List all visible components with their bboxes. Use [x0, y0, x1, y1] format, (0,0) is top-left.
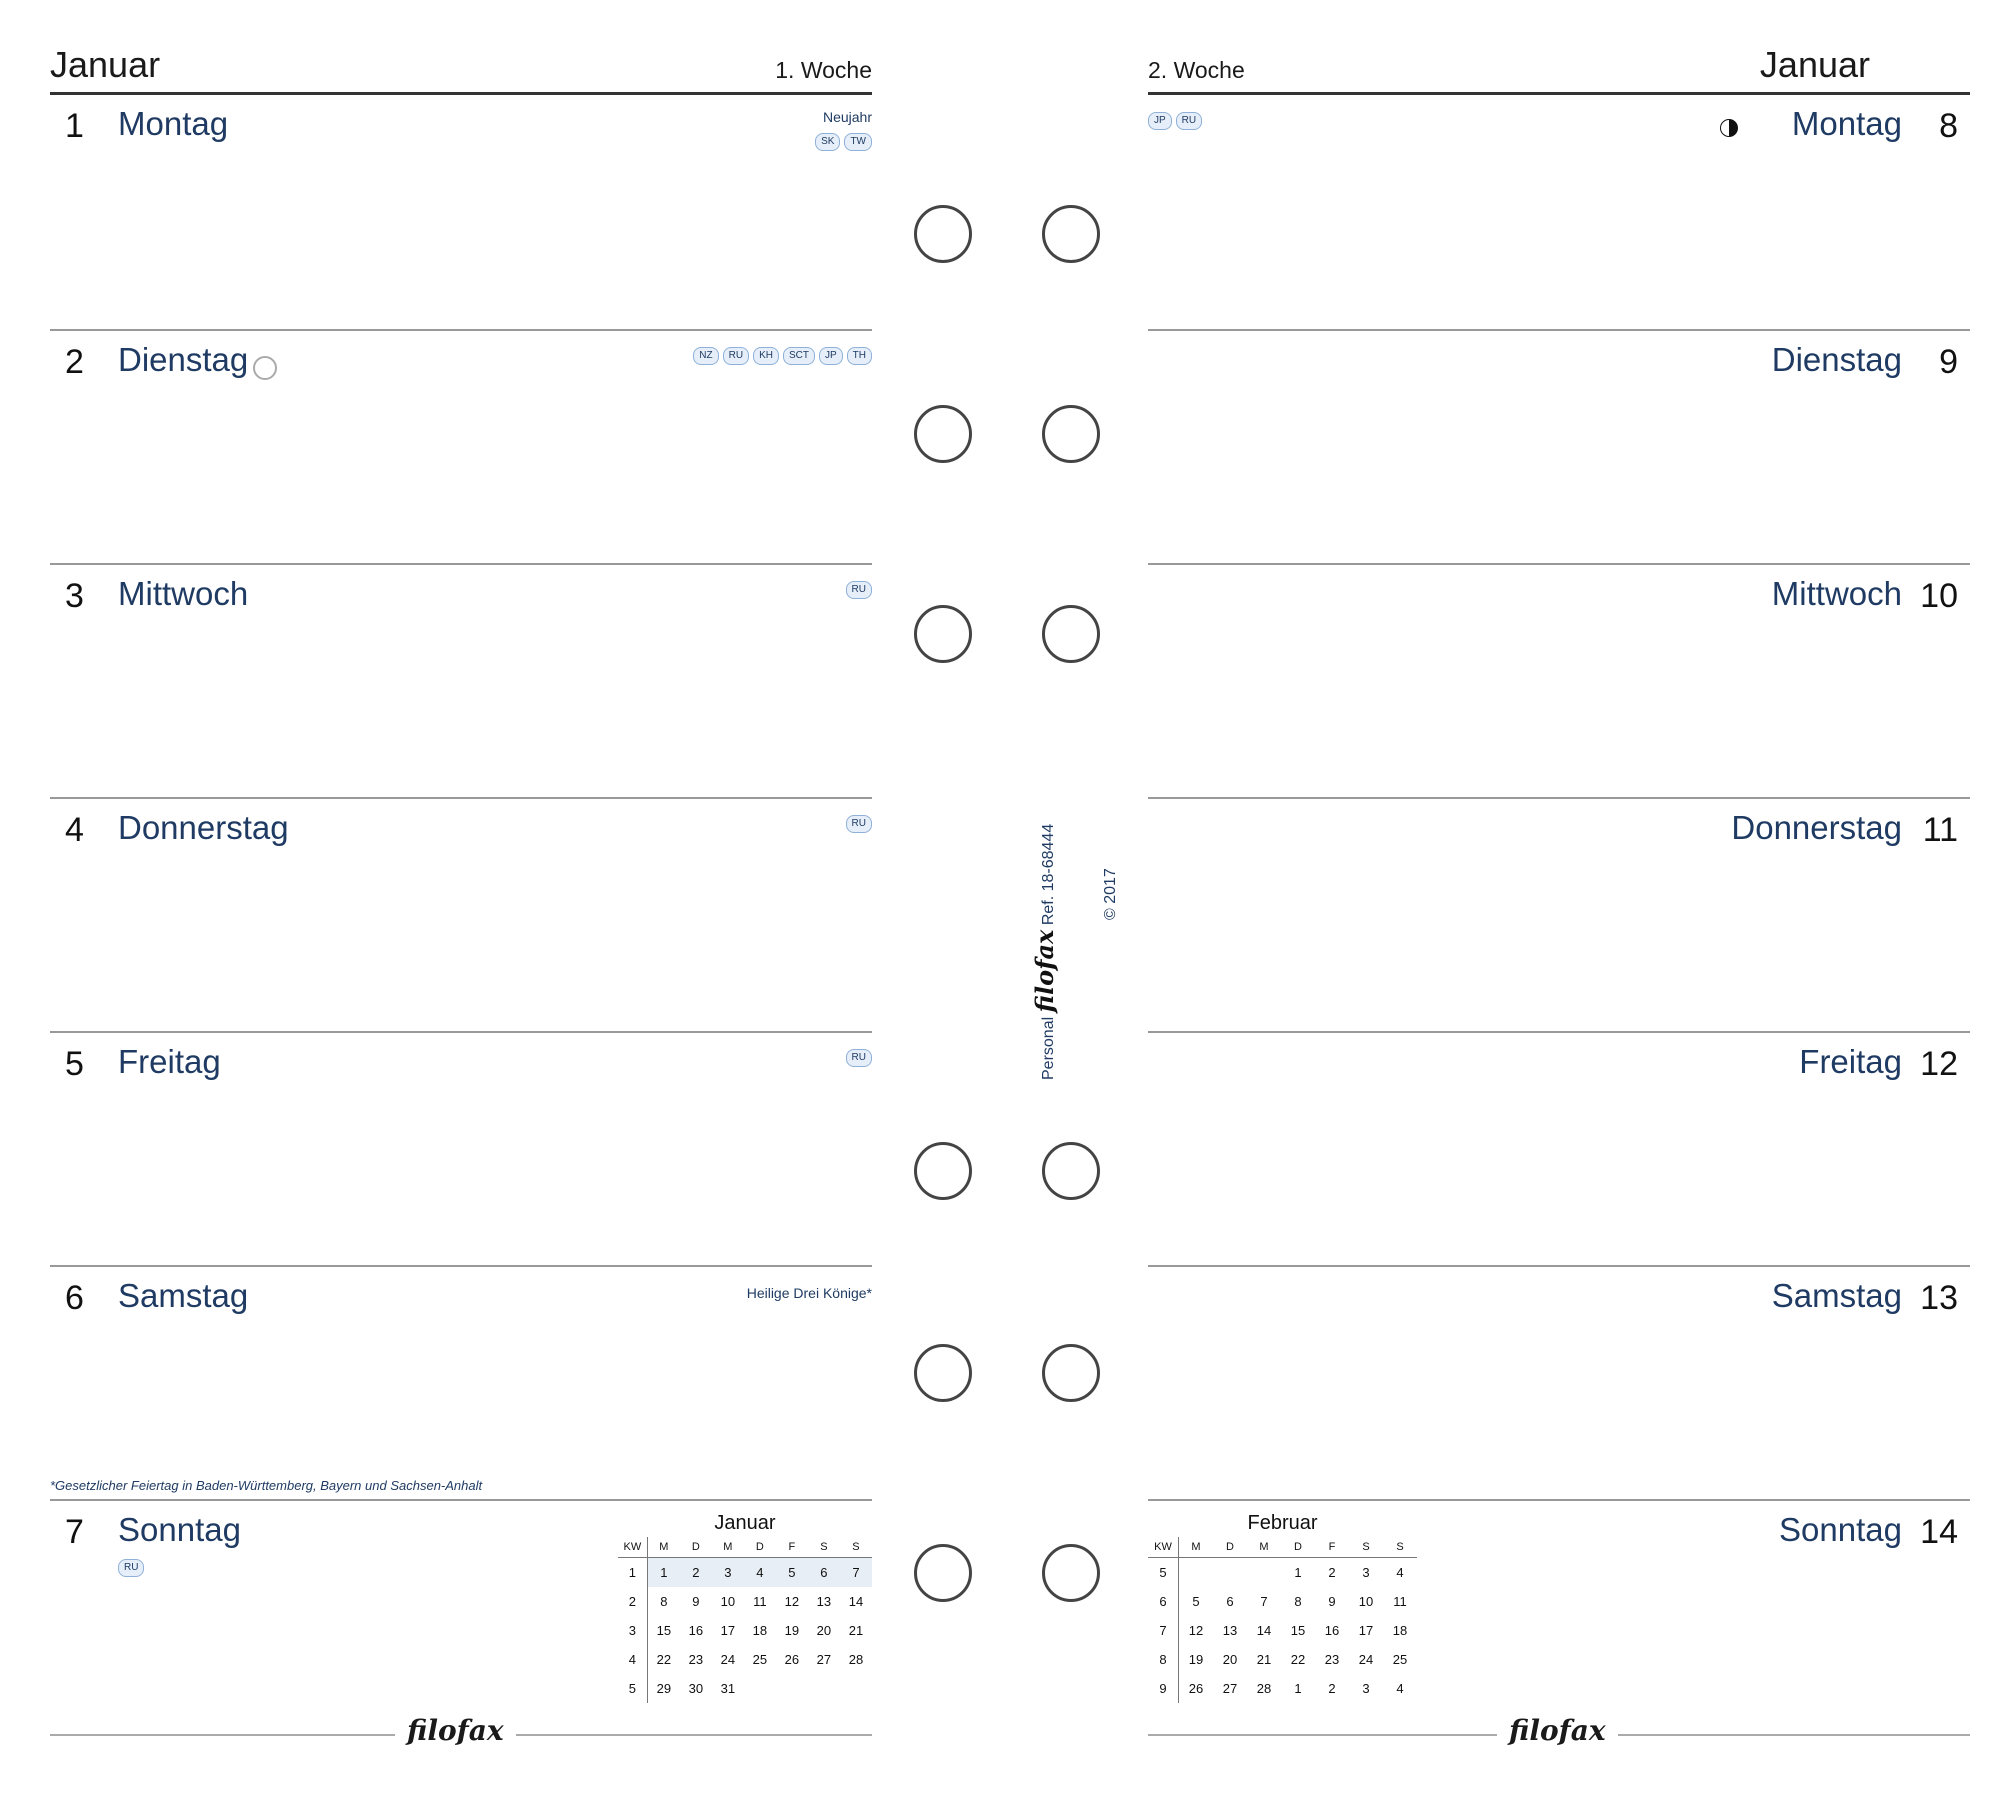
- day-row-10[interactable]: [1148, 563, 1970, 797]
- weekday-header: S: [1383, 1537, 1417, 1558]
- new-moon-icon: [253, 356, 277, 380]
- calendar-day: 24: [1358, 1652, 1374, 1667]
- week-number: 9: [1148, 1674, 1179, 1703]
- calendar-day: [1247, 1558, 1281, 1588]
- calendar-day: 24: [720, 1652, 736, 1667]
- day-name: Montag: [118, 105, 229, 142]
- calendar-day: 4: [1396, 1681, 1404, 1696]
- country-tag: TH: [847, 347, 872, 365]
- mini-calendar-january: [618, 1512, 872, 1703]
- weekday-header: M: [647, 1537, 680, 1558]
- day-name: Montag: [1791, 105, 1902, 142]
- holiday-label: Heilige Drei Könige*: [746, 1285, 872, 1301]
- country-tag: NZ: [693, 347, 718, 365]
- day-name: Freitag: [1799, 1043, 1902, 1080]
- calendar-day: 16: [688, 1623, 704, 1638]
- calendar-day: 27: [816, 1652, 832, 1667]
- week-number: 5: [618, 1674, 647, 1703]
- week-number: 7: [1148, 1616, 1179, 1645]
- imprint-copyright-line: [1102, 868, 1120, 920]
- calendar-day: 21: [848, 1623, 864, 1638]
- day-number: 5: [65, 1045, 84, 1083]
- calendar-day: 1: [1294, 1565, 1302, 1580]
- calendar-day: 27: [1222, 1681, 1238, 1696]
- imprint-ref: Ref. 18-68444: [1040, 823, 1057, 926]
- calendar-day: [840, 1674, 872, 1703]
- calendar-day: [776, 1674, 808, 1703]
- week-number: 2: [618, 1587, 647, 1616]
- calendar-day: 6: [808, 1558, 840, 1588]
- calendar-day: 26: [1188, 1681, 1204, 1696]
- calendar-day: 15: [1290, 1623, 1306, 1638]
- day-name: Sonntag: [118, 1511, 241, 1548]
- mini-calendar-title: Januar: [714, 1512, 776, 1534]
- day-name: Mittwoch: [1771, 575, 1902, 612]
- day-row-12[interactable]: [1148, 1031, 1970, 1265]
- day-number: 3: [65, 577, 84, 615]
- calendar-day: 5: [776, 1558, 808, 1588]
- calendar-day: 23: [1324, 1652, 1340, 1667]
- day-name: Donnerstag: [1731, 809, 1902, 846]
- weekday-header: M: [712, 1537, 744, 1558]
- calendar-week-row: [618, 1587, 872, 1616]
- day-row-4[interactable]: [50, 797, 872, 1031]
- calendar-day: 26: [784, 1652, 800, 1667]
- punch-hole: [914, 1344, 972, 1402]
- calendar-day: 11: [753, 1594, 767, 1609]
- left-page: [50, 0, 872, 1804]
- day-row-8[interactable]: [1148, 95, 1970, 327]
- calendar-day: 8: [660, 1594, 668, 1609]
- calendar-day: 25: [752, 1652, 768, 1667]
- holiday-label: Neujahr: [822, 109, 872, 125]
- calendar-day: 2: [1328, 1565, 1336, 1580]
- calendar-day: 6: [1226, 1594, 1234, 1609]
- week-number: 5: [1148, 1558, 1179, 1588]
- calendar-day: 2: [1328, 1681, 1336, 1696]
- week-number: 4: [618, 1645, 647, 1674]
- calendar-day: 20: [816, 1623, 832, 1638]
- day-row-9[interactable]: [1148, 329, 1970, 563]
- week-label: 1. Woche: [775, 57, 872, 83]
- punch-hole: [914, 205, 972, 263]
- calendar-day: 18: [752, 1623, 768, 1638]
- kw-header: KW: [618, 1537, 647, 1558]
- weekday-header: S: [808, 1537, 840, 1558]
- punch-hole: [914, 405, 972, 463]
- weekday-header: D: [1281, 1537, 1315, 1558]
- calendar-day: 7: [1260, 1594, 1268, 1609]
- calendar-day: 13: [1222, 1623, 1238, 1638]
- day-row-3[interactable]: [50, 563, 872, 797]
- day-number: 2: [65, 343, 84, 381]
- calendar-week-row: [618, 1645, 872, 1674]
- calendar-day: 11: [1393, 1594, 1407, 1609]
- weekday-header: D: [744, 1537, 776, 1558]
- calendar-day: [1179, 1558, 1214, 1588]
- country-tag: SCT: [783, 347, 815, 365]
- country-tag: RU: [846, 1049, 872, 1067]
- country-tag: JP: [819, 347, 843, 365]
- mini-calendar-february: [1148, 1512, 1417, 1703]
- day-name: Samstag: [118, 1277, 249, 1314]
- punch-hole: [914, 605, 972, 663]
- calendar-day: 3: [1362, 1565, 1370, 1580]
- country-tag: TW: [844, 133, 872, 151]
- day-number: 4: [65, 811, 84, 849]
- calendar-day: 23: [688, 1652, 704, 1667]
- calendar-day: 29: [656, 1681, 672, 1696]
- country-tags: [118, 1559, 144, 1577]
- day-number: 6: [65, 1279, 84, 1317]
- punch-hole: [1042, 1142, 1100, 1200]
- country-tag: RU: [118, 1559, 144, 1577]
- calendar-week-row: [1148, 1558, 1417, 1588]
- punch-hole: [1042, 405, 1100, 463]
- kw-header: KW: [1148, 1537, 1179, 1558]
- half-moon-icon: [1720, 119, 1738, 137]
- month-title: Januar: [1759, 44, 1870, 85]
- calendar-week-row: [618, 1674, 872, 1703]
- day-number: 10: [1920, 577, 1958, 615]
- calendar-day: 13: [816, 1594, 832, 1609]
- calendar-day: 16: [1324, 1623, 1340, 1638]
- calendar-day: 3: [1362, 1681, 1370, 1696]
- weekday-header: M: [1247, 1537, 1281, 1558]
- country-tag: RU: [723, 347, 749, 365]
- calendar-day: 9: [1328, 1594, 1336, 1609]
- day-name: Dienstag: [1771, 341, 1902, 378]
- week-number: 8: [1148, 1645, 1179, 1674]
- imprint-logo: filofax: [1030, 929, 1059, 1013]
- calendar-day: 15: [656, 1623, 672, 1638]
- filofax-logo: filofax: [395, 1714, 516, 1747]
- calendar-day: 21: [1256, 1652, 1272, 1667]
- day-number: 11: [1922, 811, 1958, 849]
- right-page: [1148, 0, 1970, 1804]
- calendar-day: 31: [720, 1681, 736, 1696]
- calendar-day: 8: [1294, 1594, 1302, 1609]
- calendar-day: 4: [1396, 1565, 1404, 1580]
- month-title: Januar: [50, 44, 161, 85]
- calendar-day: 12: [784, 1594, 800, 1609]
- calendar-day: 14: [1256, 1623, 1272, 1638]
- day-name: Sonntag: [1779, 1511, 1902, 1548]
- calendar-day: 9: [692, 1594, 700, 1609]
- calendar-day: 19: [1188, 1652, 1204, 1667]
- calendar-day: 30: [688, 1681, 704, 1696]
- day-number: 12: [1920, 1045, 1958, 1083]
- country-tag: SK: [815, 133, 840, 151]
- left-page-header: [50, 40, 872, 95]
- day-row-5[interactable]: [50, 1031, 872, 1265]
- calendar-day: 1: [647, 1558, 680, 1588]
- day-row-6[interactable]: [50, 1265, 872, 1499]
- calendar-day: 7: [840, 1558, 872, 1588]
- calendar-day: 22: [1290, 1652, 1306, 1667]
- day-number: 13: [1920, 1279, 1958, 1317]
- day-row-2[interactable]: [50, 329, 872, 563]
- calendar-day: [744, 1674, 776, 1703]
- day-name: Mittwoch: [118, 575, 249, 612]
- day-name: Donnerstag: [118, 809, 289, 846]
- country-tags: [815, 133, 872, 151]
- calendar-day: 1: [1294, 1681, 1302, 1696]
- punch-hole: [914, 1142, 972, 1200]
- calendar-day: 5: [1192, 1594, 1200, 1609]
- weekday-header: F: [1315, 1537, 1349, 1558]
- calendar-week-row: [1148, 1645, 1417, 1674]
- day-number: 1: [65, 107, 84, 145]
- week-number: 3: [618, 1616, 647, 1645]
- product-imprint: [1030, 824, 1059, 1080]
- country-tags: [846, 1049, 872, 1067]
- calendar-day: 17: [720, 1623, 736, 1638]
- country-tag: RU: [846, 815, 872, 833]
- calendar-day: [1213, 1558, 1247, 1588]
- right-page-header: [1148, 40, 1970, 95]
- holiday-footnote: *Gesetzlicher Feiertag in Baden-Württemberg, Bayern und Sachsen-Anhalt: [50, 1478, 483, 1493]
- day-name: Dienstag: [118, 341, 249, 378]
- day-name: Samstag: [1771, 1277, 1902, 1314]
- punch-hole: [1042, 605, 1100, 663]
- day-number: 9: [1939, 343, 1958, 381]
- calendar-day: 3: [712, 1558, 744, 1588]
- calendar-day: 25: [1392, 1652, 1408, 1667]
- weekday-header: M: [1179, 1537, 1214, 1558]
- day-row-11[interactable]: [1148, 797, 1970, 1031]
- punch-hole: [1042, 1544, 1100, 1602]
- punch-hole: [914, 1544, 972, 1602]
- country-tag: JP: [1148, 112, 1172, 130]
- day-row-13[interactable]: [1148, 1265, 1970, 1499]
- filofax-logo: filofax: [1497, 1714, 1618, 1747]
- country-tags: [846, 581, 872, 599]
- mini-calendar-title: Februar: [1247, 1512, 1318, 1534]
- calendar-day: [808, 1674, 840, 1703]
- calendar-day: 10: [720, 1594, 736, 1609]
- day-number: 7: [65, 1513, 84, 1551]
- calendar-day: 19: [784, 1623, 800, 1638]
- day-number: 8: [1939, 107, 1958, 145]
- calendar-day: 12: [1188, 1623, 1204, 1638]
- punch-hole: [1042, 1344, 1100, 1402]
- calendar-day: 4: [744, 1558, 776, 1588]
- mini-calendar-grid: [1148, 1537, 1417, 1703]
- day-number: 14: [1920, 1513, 1958, 1551]
- calendar-week-row: [618, 1616, 872, 1645]
- calendar-day: 17: [1358, 1623, 1374, 1638]
- calendar-day: 28: [1256, 1681, 1272, 1696]
- punch-hole: [1042, 205, 1100, 263]
- calendar-week-row: [618, 1558, 872, 1588]
- weekday-header: D: [1213, 1537, 1247, 1558]
- day-name: Freitag: [118, 1043, 221, 1080]
- calendar-week-row: [1148, 1674, 1417, 1703]
- calendar-day: 2: [680, 1558, 712, 1588]
- calendar-day: 22: [656, 1652, 672, 1667]
- calendar-day: 10: [1358, 1594, 1374, 1609]
- imprint-size: Personal: [1040, 1016, 1057, 1080]
- weekday-header: F: [776, 1537, 808, 1558]
- calendar-day: 14: [848, 1594, 864, 1609]
- weekday-header: S: [1349, 1537, 1383, 1558]
- calendar-day: 18: [1392, 1623, 1408, 1638]
- calendar-day: 20: [1222, 1652, 1238, 1667]
- country-tags: [693, 347, 872, 365]
- calendar-day: 28: [848, 1652, 864, 1667]
- mini-calendar-grid: [618, 1537, 872, 1703]
- week-number: 1: [618, 1558, 647, 1588]
- week-label: 2. Woche: [1148, 57, 1245, 83]
- imprint-copyright: © 2017: [1102, 868, 1119, 920]
- weekday-header: S: [840, 1537, 872, 1558]
- country-tag: KH: [753, 347, 779, 365]
- calendar-week-row: [1148, 1587, 1417, 1616]
- calendar-week-row: [1148, 1616, 1417, 1645]
- weekday-header: D: [680, 1537, 712, 1558]
- country-tags: [846, 815, 872, 833]
- country-tag: RU: [1176, 112, 1202, 130]
- country-tag: RU: [846, 581, 872, 599]
- week-number: 6: [1148, 1587, 1179, 1616]
- day-row-1[interactable]: [50, 95, 872, 327]
